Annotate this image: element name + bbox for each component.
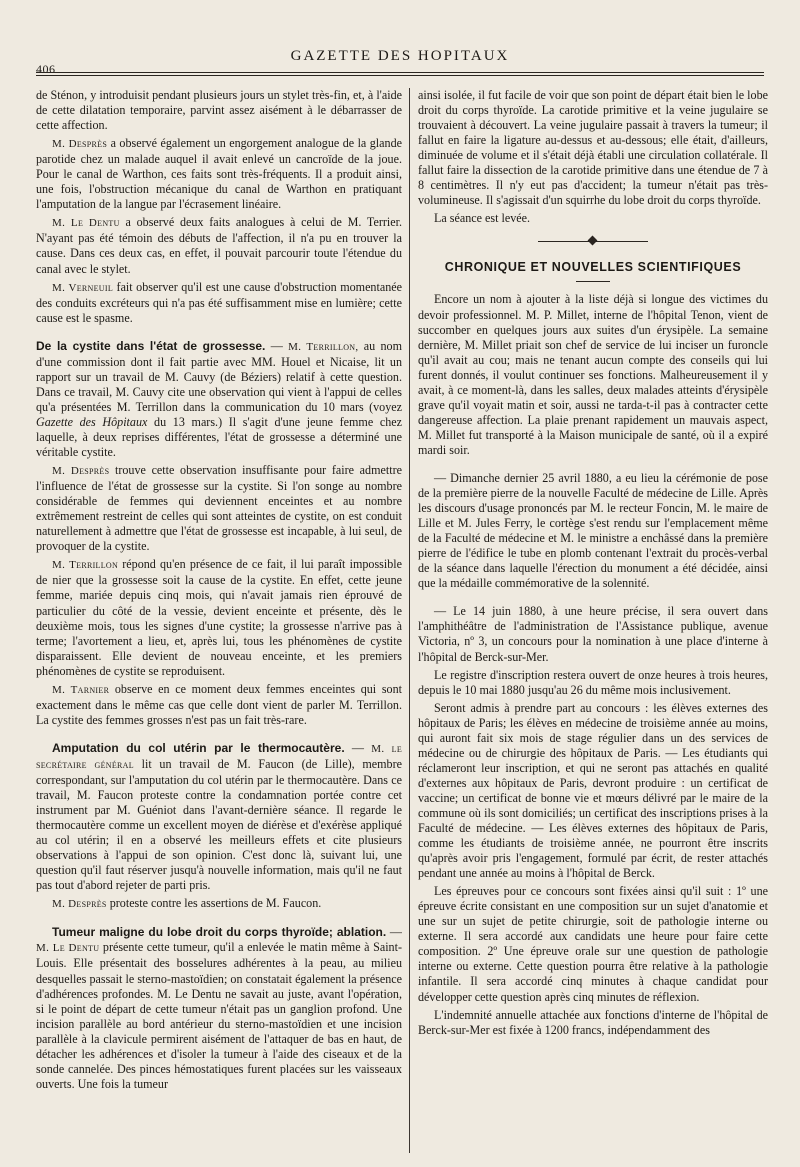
heading-rule bbox=[576, 281, 610, 282]
paragraph: — Le 14 juin 1880, à une heure précise, il sera ouvert dans l'amphithéâtre de l'administration de l'Assistance publique, avenue Victoria, nº 3, un concours pour la nomination à une place d'interne à l'hôpital de Berck-sur-Mer. bbox=[418, 604, 768, 664]
header-rule-top bbox=[36, 72, 764, 73]
speaker-name: M. Desprès bbox=[52, 898, 107, 911]
dash: — bbox=[265, 338, 289, 353]
left-column bbox=[36, 88, 402, 1157]
paragraph bbox=[36, 136, 402, 212]
speaker-name: M. Desprès bbox=[52, 465, 110, 478]
paragraph bbox=[36, 896, 402, 912]
paragraph-text: a observé deux faits analogues à celui de M. Terrier. N'ayant pas été témoin des débuts de l'affection, il n'a pu en trouver la cause. Dans ces deux cas, en effet, il pouvait parcourir toute l'étendue du canal avec le stylet. bbox=[36, 215, 402, 276]
header-rule-bottom bbox=[36, 75, 764, 76]
section-title: De la cystite dans l'état de grossesse. bbox=[36, 338, 266, 353]
speaker-name: M. Le Dentu bbox=[36, 942, 100, 955]
paragraph-text: du 13 mars.) Il s'agit d'une jeune femme chez laquelle, à deux reprises différentes, l'état de grossesse a déterminé une véritable cystite. bbox=[36, 414, 402, 460]
section-cystite bbox=[36, 339, 402, 460]
section-amputation bbox=[36, 741, 402, 893]
speaker-name: M. Terrillon bbox=[52, 559, 119, 572]
paragraph: Seront admis à prendre part au concours : les élèves externes des hôpitaux de Paris; les élèves en médecine de troisième année au moins, qui auront fait six mois de stage régulier dans un des services de médecine ou de chirurgie des hôpitaux de Paris. — Les étudiants qui réclameront leur inscription, et qui ne seront pas attachés en qualité d'externes aux hôpitaux de Paris, devront produire : un certificat de vaccine; un certificat de bonne vie et mœurs délivré par le maire de la commune où ils sont domiciliés; un certificat des inscriptions prises à la Faculté de médecine. — Les élèves externes des hôpitaux de Paris, comme les étudiants de troisième année, ne pourront être inscrits qu'après avoir pris l'engagement, formulé par écrit, de rester attachés pendant une année au moins à l'hôpital de Berck. bbox=[418, 700, 768, 881]
speaker-name: M. Terrillon, bbox=[288, 340, 359, 353]
speaker-name: M. Le Dentu bbox=[52, 217, 120, 230]
column-divider bbox=[409, 88, 410, 1153]
paragraph-text: observe en ce moment deux femmes enceintes qui sont exactement dans le même cas que celle dont vient de parler M. Terrillon. La cystite des femmes grosses n'est pas un fait très-rare. bbox=[36, 681, 402, 727]
journal-reference: Gazette des Hôpitaux bbox=[36, 414, 148, 429]
section-tumeur bbox=[36, 925, 402, 1092]
paragraph bbox=[36, 280, 402, 326]
speaker-name: M. Tarnier bbox=[52, 683, 110, 696]
paragraph-text: trouve cette observation insuffisante pour faire admettre l'influence de l'état de grossesse sur la cystite. Si l'on songe au nombre considérable de femmes qui deviennent enceintes et au nombre extrêmement restreint de celles qui sont atteintes de cystite, on est conduit naturellement à admettre que l'état de grossesse est incapable, à lui seul, de provoquer de la cystite. bbox=[36, 463, 402, 554]
chronicle-heading: CHRONIQUE ET NOUVELLES SCIENTIFIQUES bbox=[444, 260, 742, 275]
section-title: Tumeur maligne du lobe droit du corps thyroïde; ablation. bbox=[52, 925, 387, 940]
speaker-name: M. Desprès bbox=[52, 138, 108, 151]
page-number: 406 bbox=[36, 62, 56, 76]
speaker-name: M. le secrétaire général bbox=[36, 742, 402, 771]
session-closed: La séance est levée. bbox=[434, 211, 531, 226]
paragraph-text: au nom d'une commission dont il fait partie avec MM. Houel et Nicaise, lit un rapport sur un travail de M. Cauvy (de Béziers) relatif à cette question. Dans ce travail, M. Cauvy cite une observation qui vient à l'appui de celles qu'a présentées M. Terrillon dans la communication du 10 mars (voyez bbox=[36, 338, 402, 414]
paragraph: Le registre d'inscription restera ouvert de onze heures à trois heures, depuis le 10 mai 1880 jusqu'au 26 du même mois inclusivement. bbox=[418, 667, 768, 697]
paragraph bbox=[36, 557, 402, 678]
right-column bbox=[418, 88, 768, 1157]
dash: — bbox=[386, 925, 402, 940]
paragraph: ainsi isolée, il fut facile de voir que son point de départ était bien le lobe droit du corps thyroïde. La carotide primitive et la veine jugulaire se trouvaient à découvert. La veine jugulaire passait à travers la tumeur; il fallut en faire la ligature au-dessus et au-dessous; elle était, d'ailleurs, diminuée de volume et il s'était déjà établi une circulation collatérale. Il fallut faire la dissection de la carotide primitive dans une étendue de 7 à 8 centimètres. Il n'y eut pas d'accident; la tumeur n'était pas très-volumineuse. Il s'agissait d'un squirrhe du lobe droit du corps thyroïde. bbox=[418, 88, 768, 208]
dash: — bbox=[344, 740, 372, 755]
journal-title: GAZETTE DES HOPITAUX bbox=[290, 48, 510, 64]
paragraph-text: proteste contre les assertions de M. Faucon. bbox=[106, 896, 322, 911]
paragraph: Les épreuves pour ce concours sont fixées ainsi qu'il suit : 1º une épreuve écrite consistant en une composition sur un sujet d'anatomie et une sur un sujet de petite chirurgie, soit de pathologie interne ou externe. Il sera accordé aux candidats une heure pour faire cette composition. 2º Une épreuve orale sur une question de pathologie interne ou externe. Cette question pourra être relative à la pathologie infantile. Il sera accordé cinq minutes à chaque candidat pour développer cette question après cinq minutes de réflexion. bbox=[418, 884, 768, 1004]
paragraph: de Sténon, y introduisit pendant plusieurs jours un stylet très-fin, et, à l'aide de cette dilatation temporaire, parvint assez aisément à le débarrasser de cette affection. bbox=[36, 88, 402, 133]
section-ornament bbox=[418, 236, 768, 246]
paragraph-text: a observé également un engorgement analogue de la glande parotide chez un malade auquel il avait enlevé un cancroïde de la joue. Pour le canal de Warthon, ces faits sont très-fréquents. Il a produit ainsi, une fois, l'obstruction mécanique du canal de Warthon en pratiquant l'amputation de la langue par l'écrasement linéaire. bbox=[36, 136, 402, 212]
paragraph: L'indemnité annuelle attachée aux fonctions d'interne de l'hôpital de Berck-sur-Mer est fixée à 1200 francs, indépendamment des bbox=[418, 1007, 768, 1037]
paragraph bbox=[36, 463, 402, 554]
page-header bbox=[36, 48, 764, 76]
paragraph-text: lit un travail de M. Faucon (de Lille), membre correspondant, sur l'amputation du col utérin par le thermocautère. Dans ce travail, M. Faucon proteste contre la condamnation portée contre cet instrument par M. Guéniot dans l'avant-dernière séance. Il regarde le thermocautère comme un excellent moyen de diérèse et d'exérèse appliqué au col utérin; il en a observé les meilleurs effets et cite plusieurs observations à l'appui de son opinion. C'est donc là, suivant lui, une question qu'il faut réserver jusqu'à nouvelle information, mais qu'il ne faut pas tout d'abord rejeter de parti pris. bbox=[36, 756, 402, 893]
paragraph-text: répond qu'en présence de ce fait, il lui paraît impossible de nier que la grossesse soit la cause de la cystite. En effet, cette jeune femme, mariée depuis cinq mois, qui n'avait jamais rien éprouvé de particulier du côté de la vessie, devient enceinte et présente, dès le deuxième mois, tous les signes d'une cystite; la grossesse n'arrive pas à terme; l'avortement a lieu, et, après lui, tous les phénomènes de cystite disparaissent. Elle devient de nouveau enceinte, et les premiers phénomènes de cystite se reproduisent. bbox=[36, 557, 402, 678]
paragraph bbox=[36, 682, 402, 728]
paragraph: — Dimanche dernier 25 avril 1880, a eu lieu la cérémonie de pose de la première pierre de la nouvelle Faculté de médecine de Lille. Après les discours d'usage prononcés par M. le recteur Foncin, M. le maire de Lille et M. Jules Ferry, le cortège s'est rendu sur l'emplacement même de la Faculté de médecine et M. le ministre a enchâssé dans la première pierre de l'édifice le tube en plomb contenant l'extrait du procès-verbal de la séance dans laquelle l'érection du monument a été décidée, ainsi que la médaille commémorative de la solennité. bbox=[418, 470, 768, 591]
speaker-name: M. Verneuil bbox=[52, 281, 114, 294]
paragraph: Encore un nom à ajouter à la liste déjà si longue des victimes du devoir professionnel. M. P. Millet, interne de l'hôpital Tenon, vient de succomber en quelques jours aux suites d'un érysipèle. La semaine dernière, M. Millet priait son chef de service de lui inciser un furoncle qu'il avait au cou; mais ne tenant aucun compte des conseils qui lui furent donnés, il voulut continuer ses fonctions. Malheureusement il y avait, à ce moment-là, dans les salles, deux malades atteints d'érysipèle grave qu'il voyait matin et soir, aussi ne tarda-t-il pas à contracter cette dangereuse affection. La plaie prenant rapidement un mauvais aspect, M. Millet fut transporté à la Maison municipale de santé, où il a expiré mardi soir. bbox=[418, 292, 768, 457]
paragraph-text: fait observer qu'il est une cause d'obstruction momentanée des conduits excréteurs qui n'a pas été suffisamment mise en lumière; cette cause est le spasme. bbox=[36, 279, 402, 325]
paragraph-text: présente cette tumeur, qu'il a enlevée le matin même à Saint-Louis. Elle présentait des bosselures adhérentes à la peau, au milieu desquelles passait le sterno-mastoïdien; on constatait également la présence d'adhérences profondes. M. Le Dentu ne savait au juste, avant l'opération, si le point de départ de cette tumeur n'était pas un ganglion profond. Une incision parallèle au bord antérieur du sterno-mastoïdien et une incision parallèle à la clavicule permirent aisément de l'attaquer de bas en haut, de détacher les adhérences et d'isoler la tumeur à l'aide des ciseaux et de la sonde cannelée. Des pinces hémostatiques furent placées sur les vaisseaux ouverts. Une fois la tumeur bbox=[36, 940, 402, 1091]
paragraph bbox=[36, 215, 402, 276]
section-title: Amputation du col utérin par le thermocautère. bbox=[52, 740, 345, 755]
